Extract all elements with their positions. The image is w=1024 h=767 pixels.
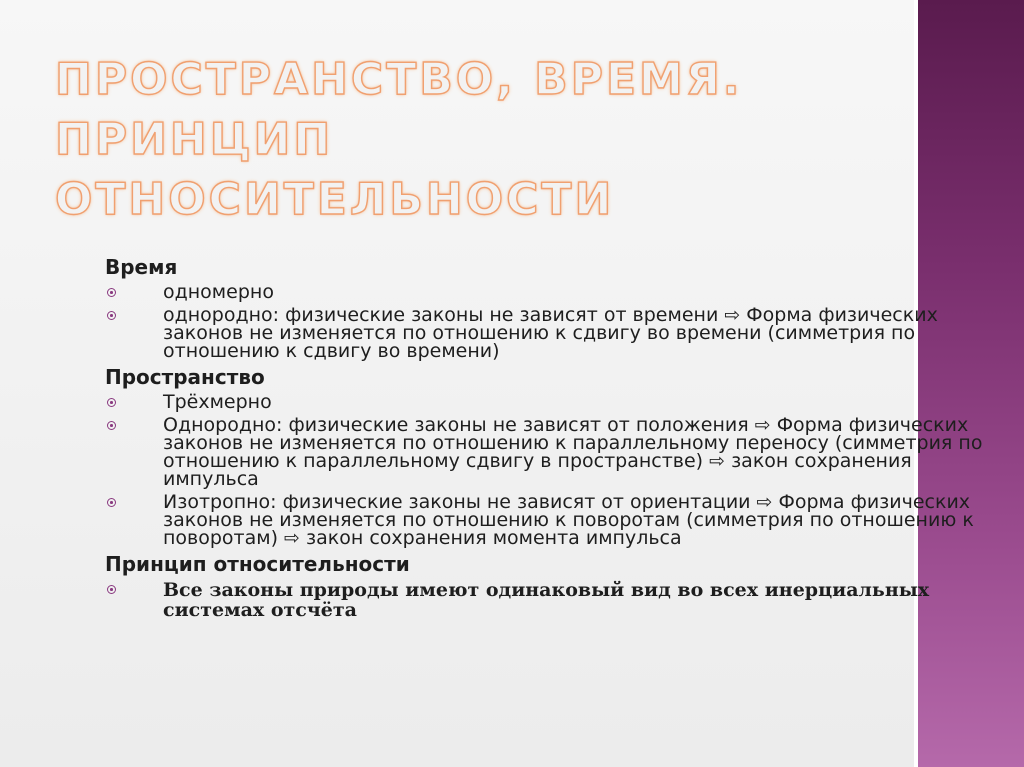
list-item [105,416,993,488]
slide-title: ПРОСТРАНСТВО, ВРЕМЯ. ПРИНЦИП ОТНОСИТЕЛЬНОСТИ [55,54,743,225]
list-item [105,393,1010,411]
bullet-icon [107,585,116,594]
list-item-text: Все законы природы имеют одинаковый вид во всех инерциальных системах отсчёта [163,579,930,621]
section-heading-relativity: Принцип относительности [105,552,410,576]
list-item-text: Изотропно: физические законы не зависят от ориентации ⇨ Форма физических законов не изменяется по отношению к поворотам (симметрия по отношению к поворотам) ⇨ закон сохранения момента импульса [163,491,974,549]
bullet-icon [107,288,116,297]
bullet-icon [107,398,116,407]
section-heading-time: Время [105,255,178,279]
list-item-text: Однородно: физические законы не зависят от положения ⇨ Форма физических законов не изменяется по отношению к параллельному переносу (симметрия по отношению к параллельному сдвигу в пространстве) ⇨ закон сохранения импульса [163,414,983,490]
list-item [105,283,1010,301]
list-item-text: одномерно [163,281,274,303]
list-relativity [105,580,1010,620]
bullet-icon [107,311,116,320]
list-item-text: Трёхмерно [163,391,272,413]
list-item [105,493,1013,547]
list-time [105,283,1010,360]
bullet-icon [107,421,116,430]
list-item-text: однородно: физические законы не зависят от времени ⇨ Форма физических законов не изменяется по отношению к сдвигу во времени (симметрия по отношению к сдвигу во времени) [163,304,938,362]
section-heading-space: Пространство [105,365,265,389]
slide-content [105,255,1010,625]
bullet-icon [107,498,116,507]
list-space [105,393,1010,547]
list-item [105,306,963,360]
list-item [105,580,963,620]
